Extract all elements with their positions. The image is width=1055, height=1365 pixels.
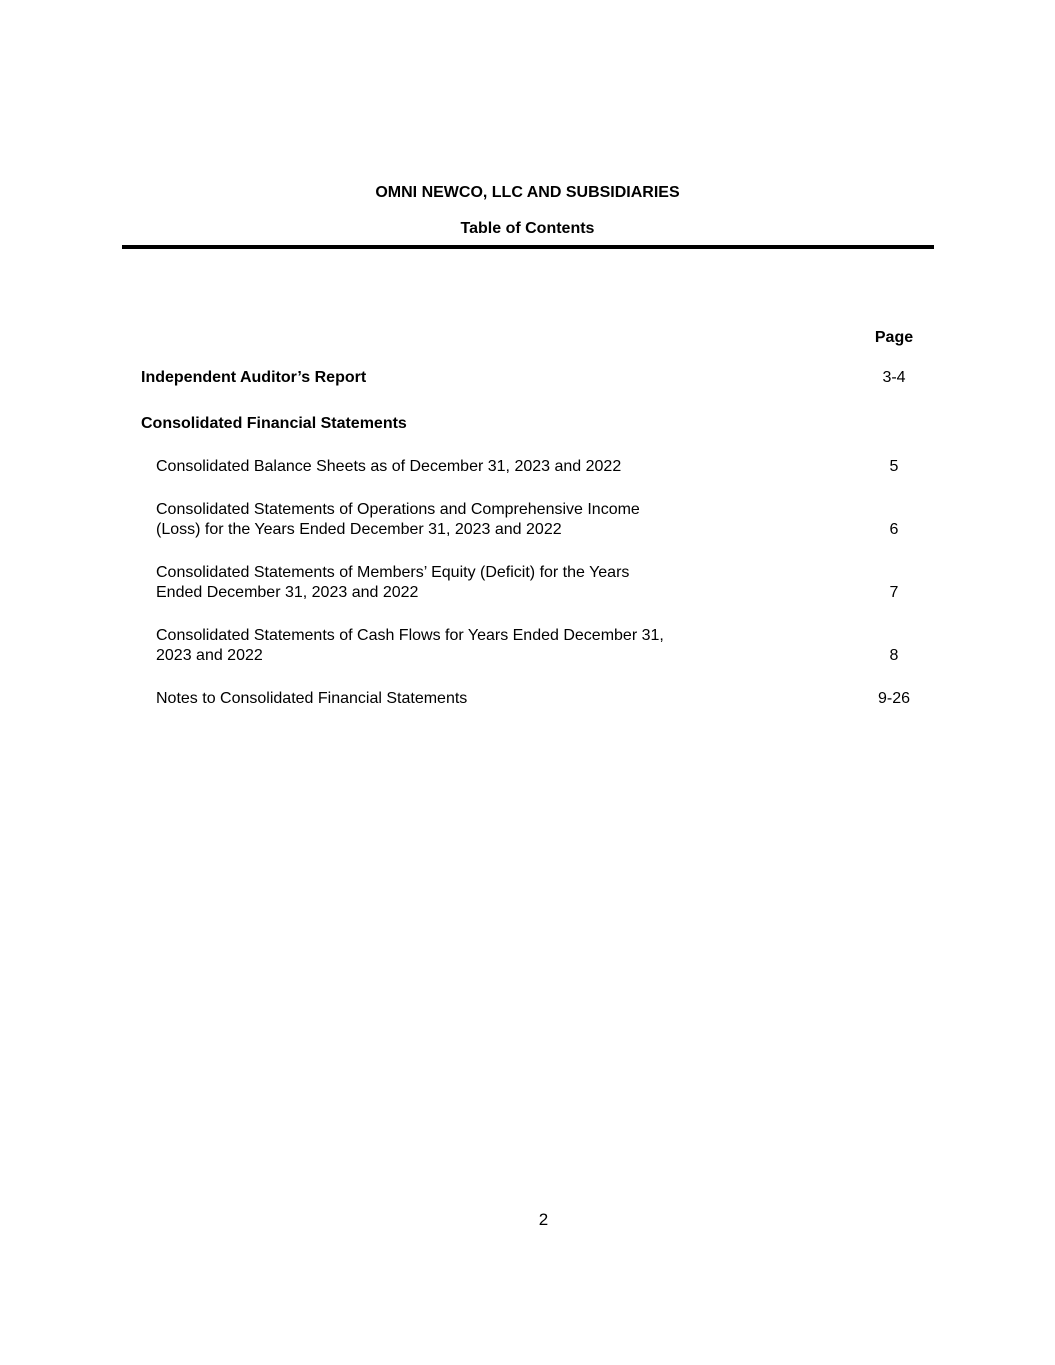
auditor-report-label: Independent Auditor’s Report: [141, 369, 367, 386]
toc-entry-line: Consolidated Statements of Operations and Comprehensive Income: [156, 501, 640, 518]
toc-entry-page: 5: [889, 458, 899, 475]
toc-entry-notes: [156, 689, 467, 709]
document-title: Table of Contents: [460, 220, 595, 237]
toc-entry-operations: [156, 500, 640, 540]
toc-entry-line: Ended December 31, 2023 and 2022: [156, 584, 419, 601]
toc-entry-page: 9-26: [877, 690, 911, 707]
toc-entry-cash-flows: [156, 626, 664, 666]
toc-entry-page: 8: [889, 647, 899, 664]
page-column-header: Page: [874, 329, 914, 346]
auditor-report-page: 3-4: [882, 369, 906, 386]
section-heading: Consolidated Financial Statements: [141, 415, 407, 432]
toc-entry-line: Consolidated Balance Sheets as of December 31, 2023 and 2022: [156, 458, 622, 475]
toc-entry-line: Consolidated Statements of Members’ Equity (Deficit) for the Years: [156, 564, 630, 581]
page-number: 2: [538, 1210, 549, 1229]
toc-entry-page: 7: [889, 584, 899, 601]
toc-entry-page: 6: [889, 521, 899, 538]
header-rule: [122, 245, 934, 249]
toc-entry-line: (Loss) for the Years Ended December 31, 2023 and 2022: [156, 521, 562, 538]
toc-entry-line: Consolidated Statements of Cash Flows for Years Ended December 31,: [156, 627, 664, 644]
toc-entry-line: 2023 and 2022: [156, 647, 263, 664]
toc-entry-balance-sheets: [156, 457, 621, 477]
toc-entry-members-equity: [156, 563, 629, 603]
toc-entry-line: Notes to Consolidated Financial Statements: [156, 690, 468, 707]
company-name: OMNI NEWCO, LLC AND SUBSIDIARIES: [375, 184, 680, 201]
